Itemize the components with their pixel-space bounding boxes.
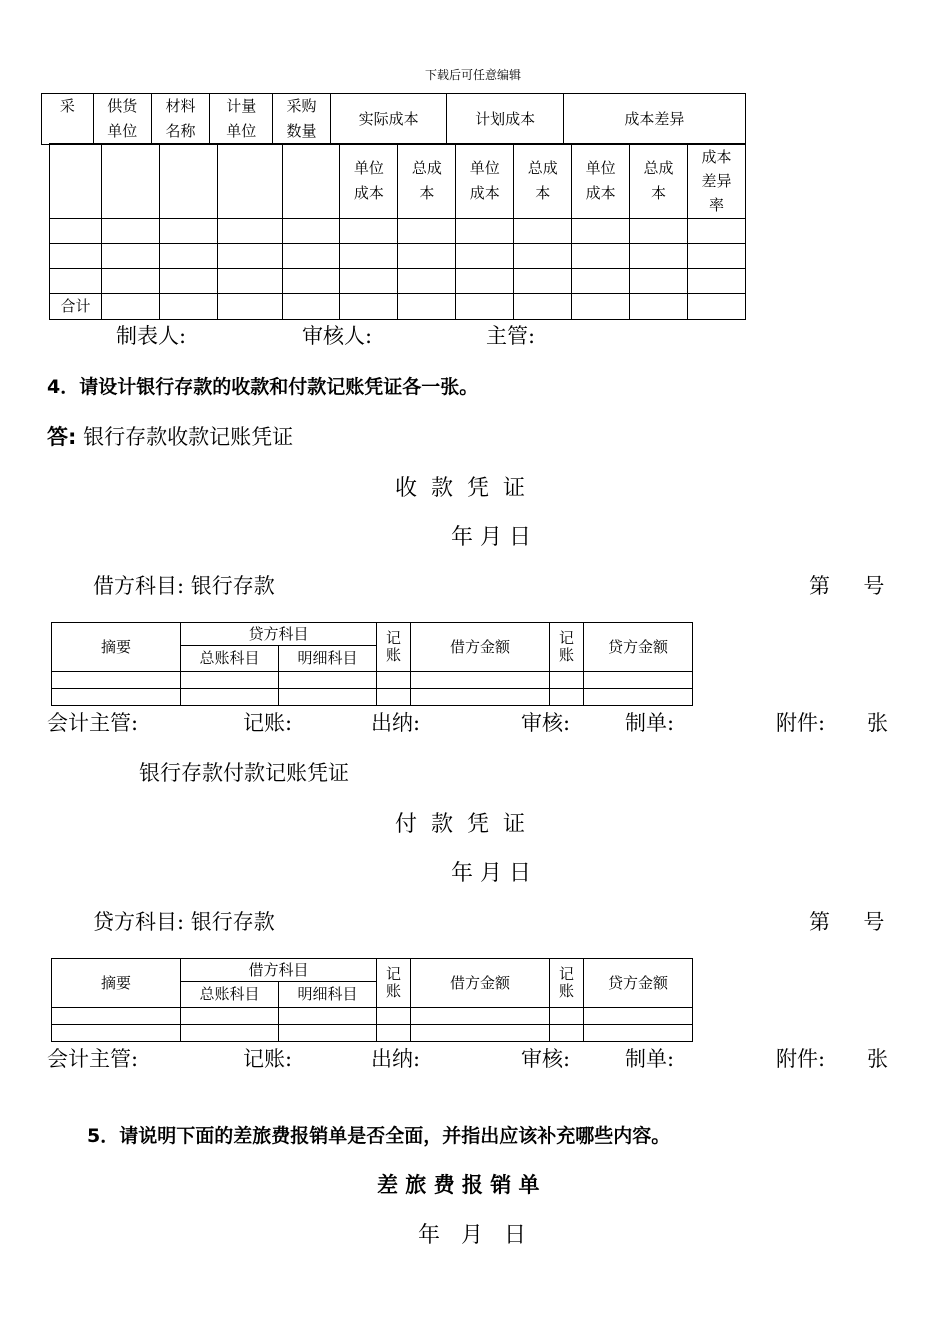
receipt-voucher-title: 收 款 凭 证 <box>395 476 525 501</box>
table-row <box>50 219 746 244</box>
travel-expense-form-title: 差 旅 费 报 销 单 <box>377 1173 540 1197</box>
payment-credit-account: 贷方科目: 银行存款 <box>93 910 275 934</box>
posting-header: 记 账 <box>377 623 411 672</box>
table-row <box>50 244 746 269</box>
receipt-footer-book: 记账: <box>243 711 293 735</box>
payment-footer-attach: 附件: <box>776 1047 826 1071</box>
table-row <box>52 1008 693 1025</box>
payment-voucher-date: 年 月 日 <box>451 861 531 886</box>
table-row <box>50 294 746 320</box>
receipt-voucher-number: 第 号 <box>809 574 885 598</box>
payment-voucher-number: 第 号 <box>809 910 885 934</box>
payment-footer-book: 记账: <box>243 1047 293 1071</box>
debit-account-header: 借方科目 <box>181 959 377 982</box>
maker-label: 制表人: <box>116 324 187 348</box>
header-cell: 实际成本 <box>330 94 446 145</box>
header-cell: 材料 名称 <box>151 94 210 145</box>
general-ledger-header: 总账科目 <box>181 646 279 672</box>
summary-header: 摘要 <box>52 623 181 672</box>
travel-expense-form-date: 年 月 日 <box>418 1223 526 1248</box>
posting-header: 记 账 <box>550 959 584 1008</box>
answer-prefix: 答: <box>47 425 77 449</box>
payment-caption: 银行存款付款记账凭证 <box>139 761 349 785</box>
payment-voucher-table <box>51 958 693 1042</box>
detail-account-header: 明细科目 <box>279 646 377 672</box>
summary-header: 摘要 <box>52 959 181 1008</box>
subheader-cell: 成本 差异 率 <box>688 144 746 219</box>
total-label: 合计 <box>50 294 102 320</box>
reviewer-label: 审核人: <box>302 324 373 348</box>
receipt-voucher-table <box>51 622 693 706</box>
receipt-footer-sheets: 张 <box>867 711 888 735</box>
purchase-table <box>49 143 746 320</box>
page-header: 下载后可任意编辑 <box>425 68 522 82</box>
answer-text: 银行存款收款记账凭证 <box>76 425 294 449</box>
payment-footer-prepare: 制单: <box>625 1047 675 1071</box>
header-cell: 成本差异 <box>563 94 745 145</box>
payment-footer-cashier: 出纳: <box>371 1047 421 1071</box>
receipt-footer-attach: 附件: <box>776 711 826 735</box>
posting-header: 记 账 <box>550 623 584 672</box>
debit-amount-header: 借方金额 <box>411 623 550 672</box>
header-cell: 计量 单位 <box>210 94 273 145</box>
receipt-footer-chief: 会计主管: <box>47 711 139 735</box>
subheader-cell: 总成 本 <box>514 144 572 219</box>
header-cell: 供货 单位 <box>93 94 151 145</box>
payment-footer-audit: 审核: <box>521 1047 571 1071</box>
payment-footer-chief: 会计主管: <box>47 1047 139 1071</box>
table-row <box>52 1025 693 1042</box>
payment-footer-sheets: 张 <box>867 1047 888 1071</box>
header-cell: 计划成本 <box>447 94 563 145</box>
receipt-debit-account: 借方科目: 银行存款 <box>93 574 275 598</box>
general-ledger-header: 总账科目 <box>181 982 279 1008</box>
receipt-footer-audit: 审核: <box>521 711 571 735</box>
detail-account-header: 明细科目 <box>279 982 377 1008</box>
subheader-cell: 单位 成本 <box>456 144 514 219</box>
subheader-cell: 总成 本 <box>398 144 456 219</box>
debit-amount-header: 借方金额 <box>411 959 550 1008</box>
subheader-cell: 总成 本 <box>630 144 688 219</box>
table-row <box>52 689 693 706</box>
subheader-cell: 单位 成本 <box>340 144 398 219</box>
subheader-cell: 单位 成本 <box>572 144 630 219</box>
answer-line <box>47 421 293 451</box>
purchase-table-header <box>41 93 746 145</box>
payment-voucher-title: 付 款 凭 证 <box>395 812 525 837</box>
receipt-voucher-date: 年 月 日 <box>451 525 531 550</box>
posting-header: 记 账 <box>377 959 411 1008</box>
credit-amount-header: 贷方金额 <box>584 959 693 1008</box>
question-5: 5．请说明下面的差旅费报销单是否全面，并指出应该补充哪些内容。 <box>87 1125 671 1147</box>
receipt-footer-cashier: 出纳: <box>371 711 421 735</box>
question-4: 4．请设计银行存款的收款和付款记账凭证各一张。 <box>47 376 479 398</box>
receipt-footer-prepare: 制单: <box>625 711 675 735</box>
table-row <box>50 269 746 294</box>
supervisor-label: 主管: <box>486 324 536 348</box>
header-cell: 采 <box>42 94 94 145</box>
header-cell: 采购 数量 <box>273 94 331 145</box>
table-row <box>52 672 693 689</box>
credit-amount-header: 贷方金额 <box>584 623 693 672</box>
credit-account-header: 贷方科目 <box>181 623 377 646</box>
